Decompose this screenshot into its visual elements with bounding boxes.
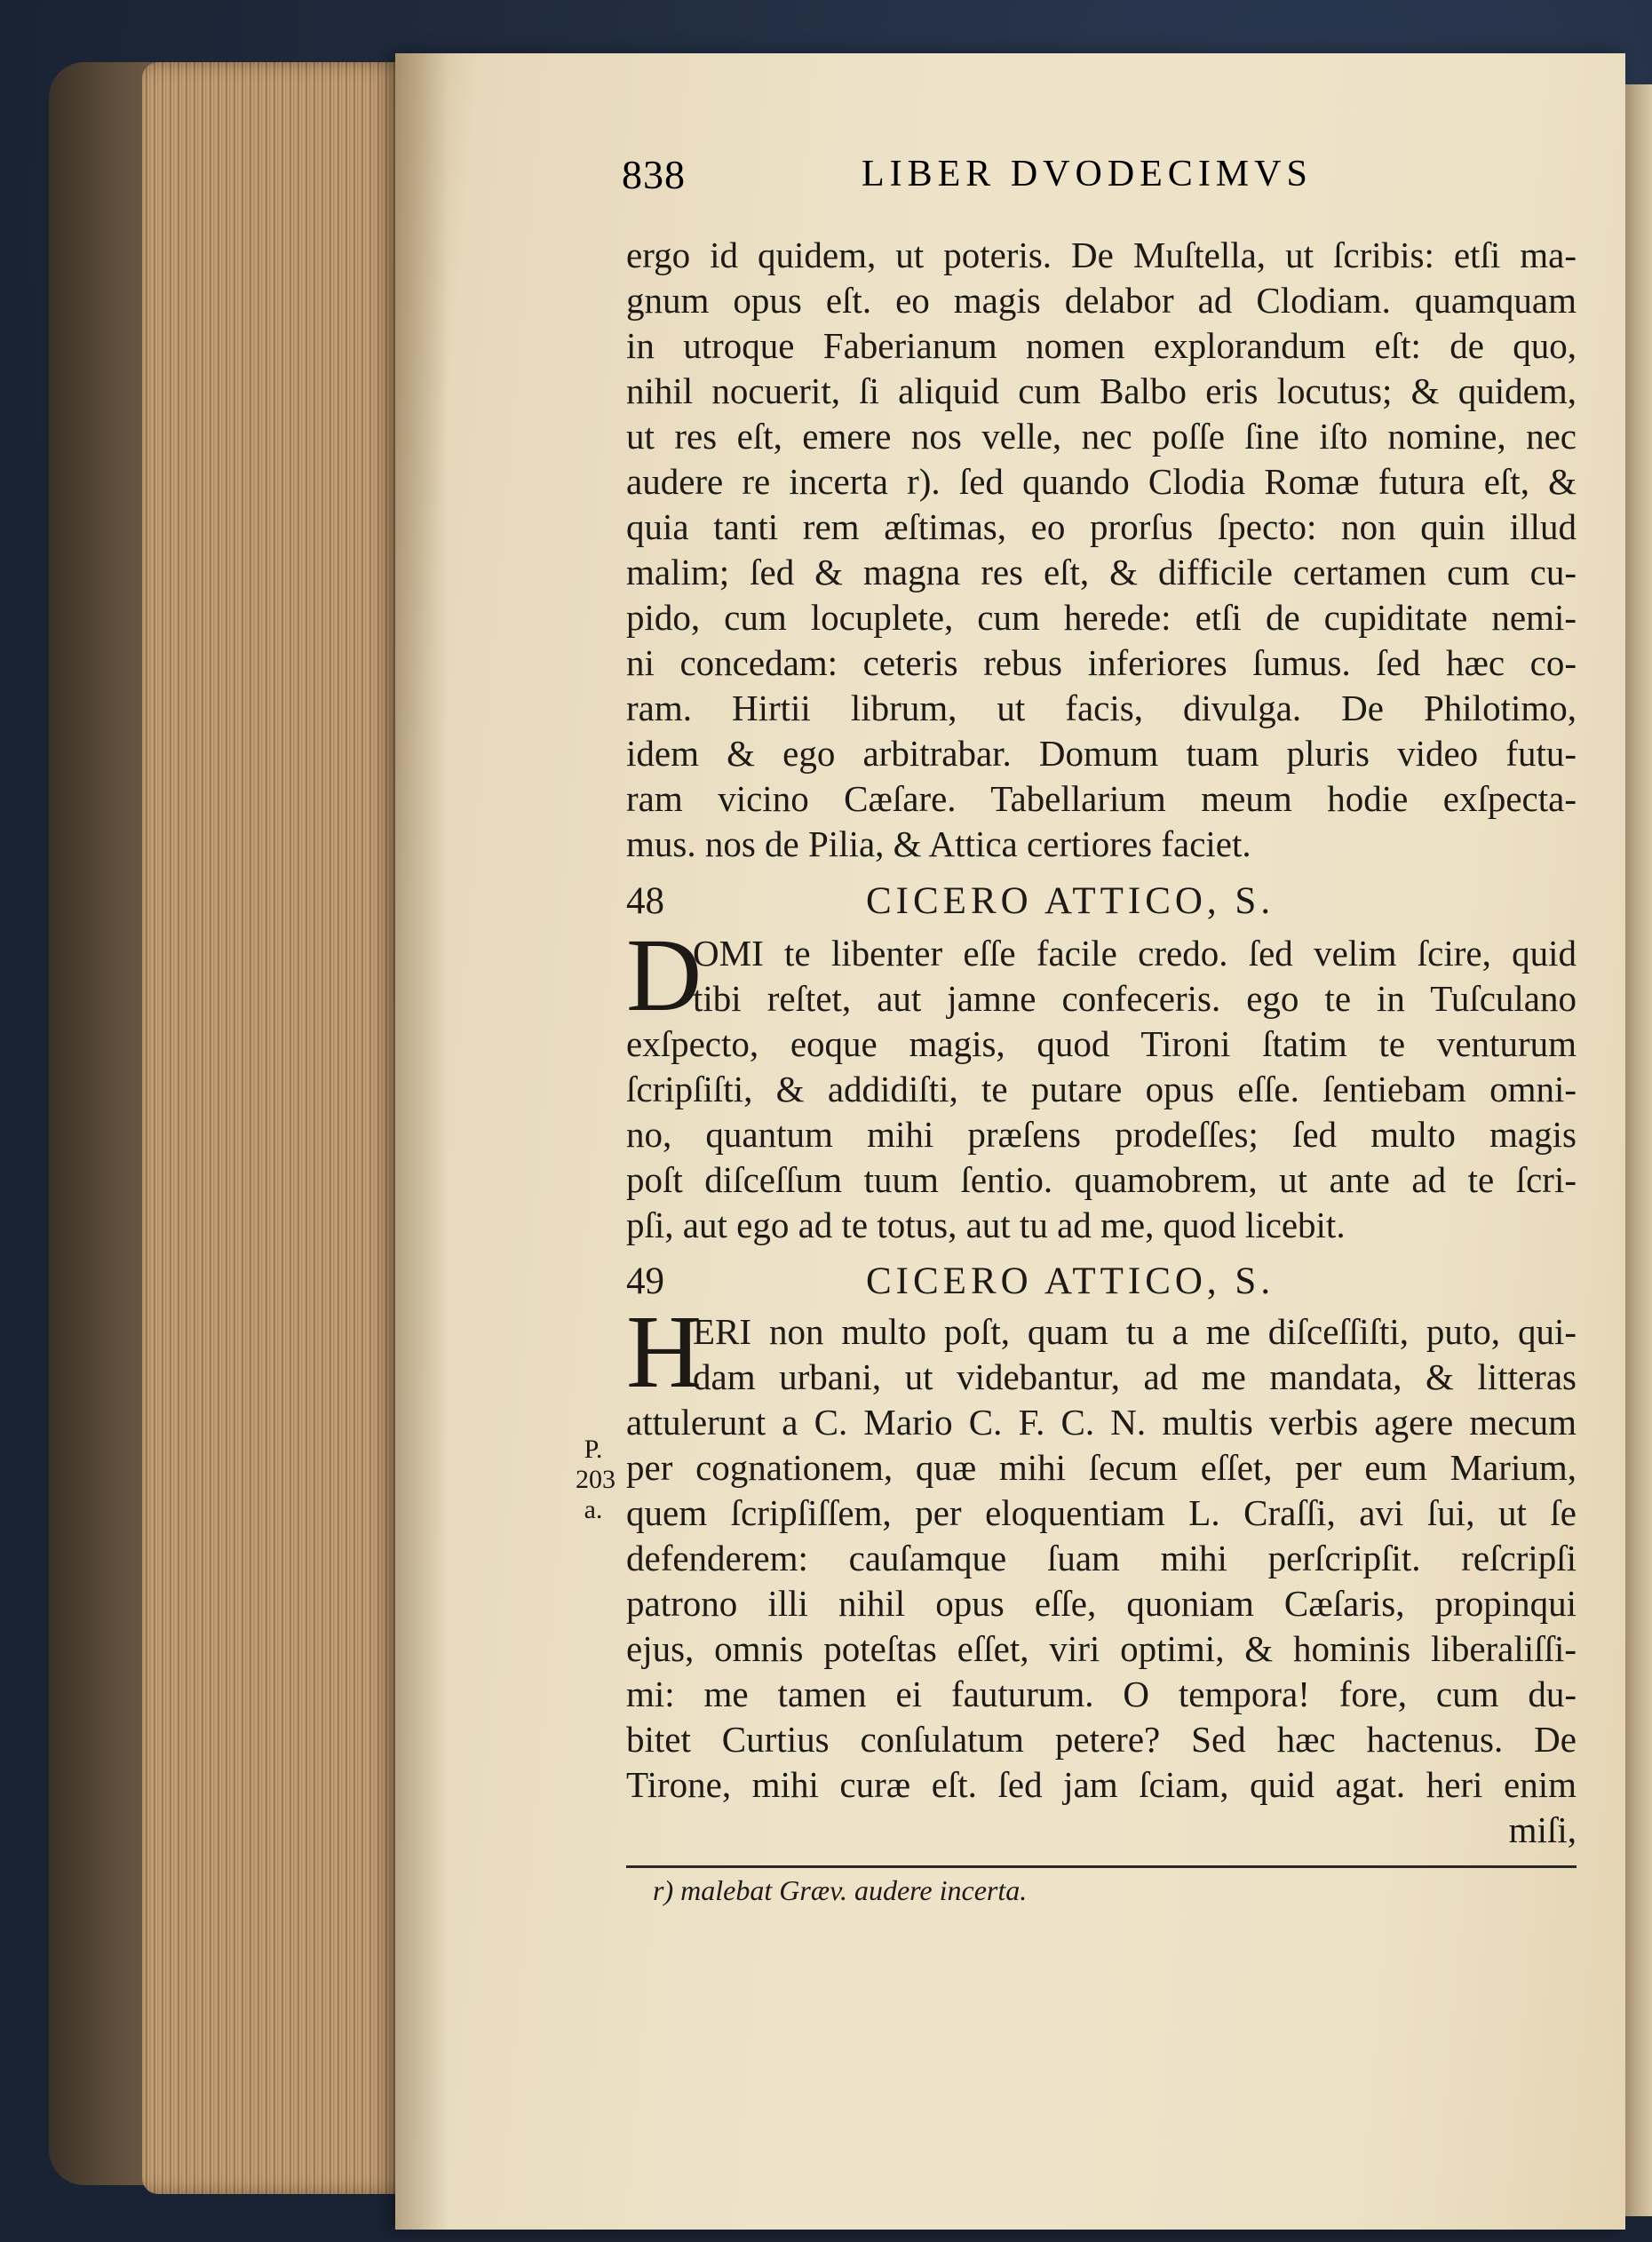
text-line: Tirone, mihi curæ eſt. ſed jam ſciam, quid agat. heri enim: [626, 1764, 1577, 1805]
text-line: quem ſcripſiſſem, per eloquentiam L. Craſſi, avi ſui, ut ſe: [626, 1492, 1577, 1533]
letter-heading: [626, 879, 1577, 924]
text-line: exſpecto, eoque magis, quod Tironi ſtatim te venturum: [626, 1023, 1577, 1064]
text-line: no, quantum mihi præſens prodeſſes; ſed multo magis: [626, 1114, 1577, 1155]
text-line: pſi, aut ego ad te totus, aut tu ad me, quod licebit.: [626, 1204, 1346, 1245]
text-line: tibi reſtet, aut jamne confeceris. ego te in Tuſculano: [693, 978, 1577, 1019]
letter-number: 48: [626, 880, 664, 922]
text-line: gnum opus eſt. eo magis delabor ad Clodiam. quamquam: [626, 280, 1577, 321]
margin-note-line: P.: [584, 1435, 603, 1464]
letter-number: 49: [626, 1260, 664, 1302]
margin-page-reference: [576, 1435, 616, 1525]
text-line: malim; ſed & magna res eſt, & difficile certamen cum cu-: [626, 552, 1577, 592]
footnote-rule: [626, 1865, 1577, 1868]
drop-capital: D: [626, 917, 703, 1033]
text-line: mi: me tamen ei fauturum. O tempora! fore, cum du-: [626, 1674, 1577, 1714]
letter-title: CICERO ATTICO, S.: [866, 880, 1275, 922]
catchword: miſi,: [1508, 1809, 1577, 1850]
text-line: ni concedam: ceteris rebus inferiores ſumus. ſed hæc co-: [626, 642, 1577, 683]
running-title: LIBER DVODECIMVS: [862, 154, 1313, 195]
margin-note-line: 203: [576, 1465, 616, 1494]
text-line: pido, cum locuplete, cum herede: etſi de cupiditate nemi-: [626, 597, 1577, 638]
footnote: r) malebat Græv. audere incerta.: [653, 1874, 1028, 1906]
text-line: ram vicino Cæſare. Tabellarium meum hodie exſpecta-: [626, 778, 1577, 819]
text-line: ergo id quidem, ut poteris. De Muſtella, ut ſcribis: etſi ma-: [626, 235, 1577, 275]
text-line: bitet Curtius conſulatum petere? Sed hæc hactenus. De: [626, 1719, 1577, 1760]
text-line: idem & ego arbitrabar. Domum tuam pluris video futu-: [626, 733, 1577, 774]
text-line: OMI te libenter eſſe facile credo. ſed velim ſcire, quid: [693, 933, 1577, 974]
text-line: per cognationem, quæ mihi ſecum eſſet, per eum Marium,: [626, 1447, 1577, 1488]
page-number: 838: [622, 152, 686, 197]
margin-note-line: a.: [584, 1495, 603, 1524]
text-line: ut res eſt, emere nos velle, nec poſſe ſine iſto nomine, nec: [626, 416, 1577, 457]
text-line: poſt diſceſſum tuum ſentio. quamobrem, ut ante ad te ſcri-: [626, 1159, 1577, 1200]
text-line: nihil nocuerit, ſi aliquid cum Balbo eris locutus; & quidem,: [626, 370, 1577, 411]
letter-title: CICERO ATTICO, S.: [866, 1260, 1275, 1302]
text-line: defenderem: cauſamque ſuam mihi perſcripſit. reſcripſi: [626, 1538, 1577, 1578]
text-line: in utroque Faberianum nomen explorandum eſt: de quo,: [626, 325, 1577, 366]
text-line: mus. nos de Pilia, & Attica certiores faciet.: [626, 823, 1251, 864]
text-line: audere re incerta r). ſed quando Clodia Romæ futura eſt, &: [626, 461, 1577, 502]
text-line: ram. Hirtii librum, ut facis, divulga. De Philotimo,: [626, 688, 1577, 728]
text-line: ejus, omnis poteſtas eſſet, viri optimi, & hominis liberaliſſi-: [626, 1628, 1577, 1669]
text-line: ſcripſiſti, & addidiſti, te putare opus eſſe. ſentiebam omni-: [626, 1069, 1577, 1109]
text-line: ERI non multo poſt, quam tu a me diſceſſiſti, puto, qui-: [693, 1311, 1577, 1352]
text-line: patrono illi nihil opus eſſe, quoniam Cæſaris, propinqui: [626, 1583, 1577, 1624]
text-line: attulerunt a C. Mario C. F. C. N. multis verbis agere mecum: [626, 1402, 1577, 1443]
drop-capital: H: [626, 1293, 703, 1410]
letter-heading: [626, 1260, 1577, 1304]
page-edges: [142, 62, 409, 2194]
running-head: [622, 151, 1581, 204]
text-line: dam urbani, ut videbantur, ad me mandata, & litteras: [693, 1356, 1577, 1397]
text-line: quia tanti rem æſtimas, eo prorſus ſpecto: non quin illud: [626, 506, 1577, 547]
